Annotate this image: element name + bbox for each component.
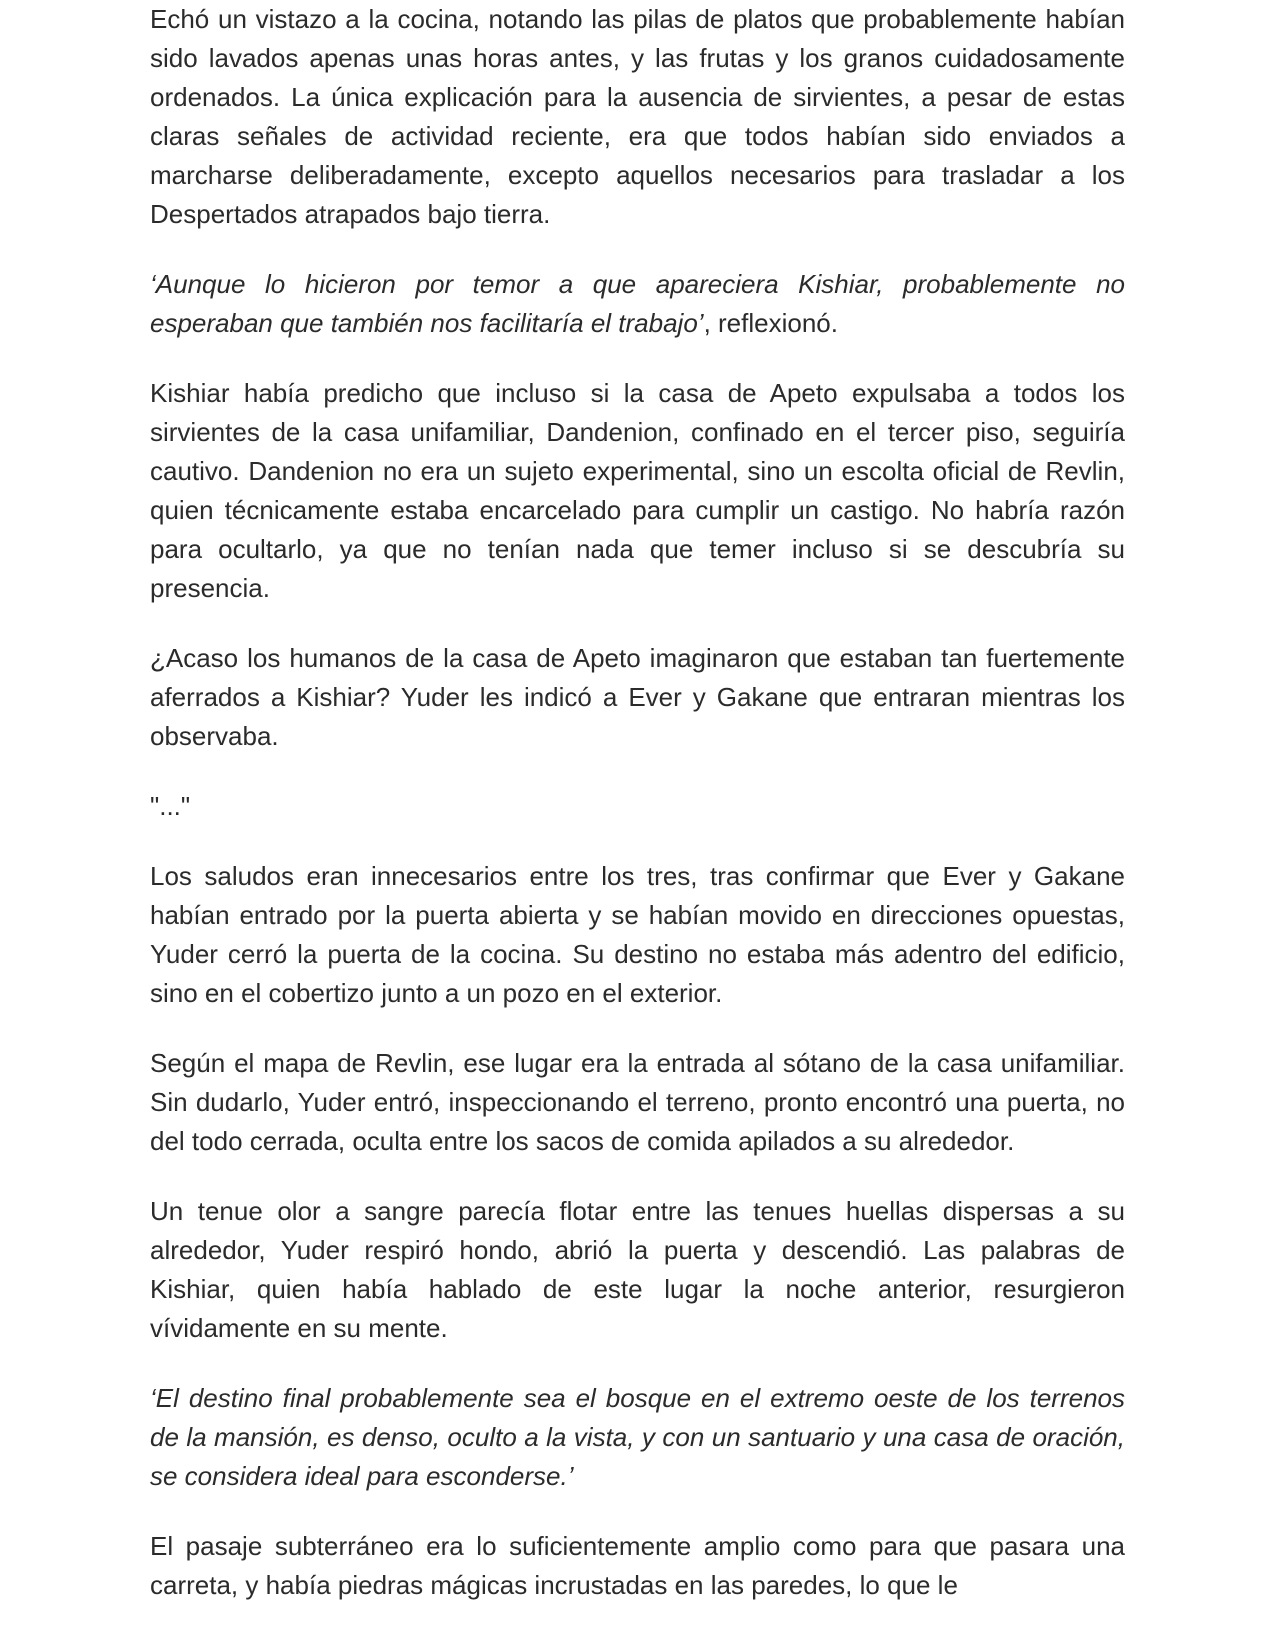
paragraph-greetings: Los saludos eran innecesarios entre los tres, tras confirmar que Ever y Gakane habían entrado por la puerta abierta y se habían movido en direcciones opuestas, Yuder cerró la puerta de la cocina. Su destino no estaba más adentro del edificio, sino en el cobertizo junto a un pozo en el exterior.	[150, 861, 1125, 1008]
paragraph-final-destination	[150, 1379, 1125, 1496]
paragraph-ellipsis: "..."	[150, 791, 191, 821]
paragraph-dandenion: Kishiar había predicho que incluso si la casa de Apeto expulsaba a todos los sirvientes de la casa unifamiliar, Dandenion, confinado en el tercer piso, seguiría cautivo. Dandenion no era un sujeto experimental, sino un escolta oficial de Revlin, quien técnicamente estaba encarcelado para cumplir un castigo. No habría razón para ocultarlo, ya que no tenían nada que temer incluso si se descubría su presencia.	[150, 378, 1125, 603]
paragraph-revlin-map: Según el mapa de Revlin, ese lugar era la entrada al sótano de la casa unifamiliar. Sin dudarlo, Yuder entró, inspeccionando el terreno, pronto encontró una puerta, no del todo cerrada, oculta entre los sacos de comida apilados a su alrededor.	[150, 1048, 1125, 1156]
paragraph-kitchen: Echó un vistazo a la cocina, notando las pilas de platos que probablemente habían sido lavados apenas unas horas antes, y las frutas y los granos cuidadosamente ordenados. La única explicación para la ausencia de sirvientes, a pesar de estas claras señales de actividad reciente, era que todos habían sido enviados a marcharse deliberadamente, excepto aquellos necesarios para trasladar a los Despertados atrapados bajo tierra.	[150, 4, 1125, 229]
paragraph-apeto-question: ¿Acaso los humanos de la casa de Apeto imaginaron que estaban tan fuertemente aferrados a Kishiar? Yuder les indicó a Ever y Gakane que entraran mientras los observaba.	[150, 643, 1125, 751]
paragraph-blood-smell: Un tenue olor a sangre parecía flotar entre las tenues huellas dispersas a su alrededor, Yuder respiró hondo, abrió la puerta y descendió. Las palabras de Kishiar, quien había hablado de este lugar la noche anterior, resurgieron vívidamente en su mente.	[150, 1196, 1125, 1343]
paragraph-underground-passage: El pasaje subterráneo era lo suficientemente amplio como para que pasara una carreta, y había piedras mágicas incrustadas en las paredes, lo que le	[150, 1531, 1125, 1600]
document-page	[150, 0, 1125, 1636]
paragraph-text: , reflexionó.	[703, 308, 838, 338]
paragraph-thought-kishiar	[150, 265, 1125, 343]
italic-thought: ‘El destino final probablemente sea el bosque en el extremo oeste de los terrenos de la mansión, es denso, oculto a la vista, y con un santuario y una casa de oración, se considera ideal para esconderse.’	[150, 1383, 1125, 1491]
italic-thought: ‘Aunque lo hicieron por temor a que apareciera Kishiar, probablemente no esperaban que también nos facilitaría el trabajo’	[150, 269, 1125, 338]
